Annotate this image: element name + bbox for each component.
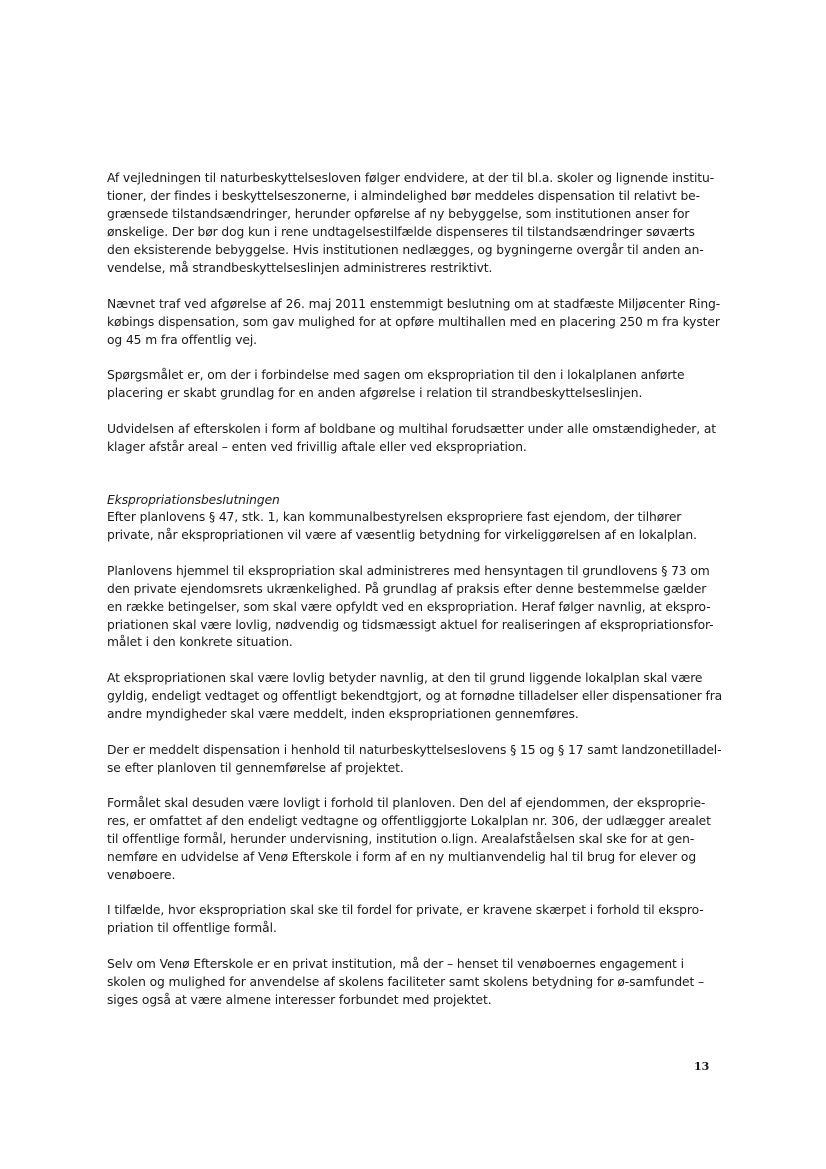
- paragraph-6-line: en række betingelser, som skal være opfyldt ved en ekspropriation. Heraf følger navnlig, at ekspro-: [107, 600, 711, 614]
- paragraph-7-line: At ekspropriationen skal være lovlig betyder navnlig, at den til grund liggende lokalplan skal være: [107, 671, 703, 685]
- paragraph-5-line: private, når ekspropriationen vil være af væsentlig betydning for virkeliggørelsen af en lokalplan.: [107, 528, 697, 542]
- paragraph-6-line: Planlovens hjemmel til ekspropriation skal administreres med hensyntagen til grundlovens § 73 om: [107, 564, 710, 578]
- paragraph-10-line: priation til offentlige formål.: [107, 921, 277, 935]
- paragraph-6-line: priationen skal være lovlig, nødvendig og tidsmæssigt aktuel for realiseringen af ekspropriationsfor-: [107, 618, 714, 632]
- paragraph-10-line: I tilfælde, hvor ekspropriation skal ske til fordel for private, er kravene skærpet i forhold til ekspro-: [107, 903, 704, 917]
- paragraph-11-line: Selv om Venø Efterskole er en privat institution, må der – henset til venøboernes engagement i: [107, 957, 684, 971]
- paragraph-2-line: Nævnet traf ved afgørelse af 26. maj 2011 enstemmigt beslutning om at stadfæste Miljøcenter Ring-: [107, 297, 721, 311]
- paragraph-9-line: venøboere.: [107, 868, 176, 882]
- paragraph-11-line: skolen og mulighed for anvendelse af skolens faciliteter samt skolens betydning for ø-samfundet –: [107, 975, 705, 989]
- paragraph-1-line: grænsede tilstandsændringer, herunder opførelse af ny bebyggelse, som institutionen anser for: [107, 207, 690, 221]
- paragraph-5-line: Efter planlovens § 47, stk. 1, kan kommunalbestyrelsen ekspropriere fast ejendom, der tilhører: [107, 510, 682, 524]
- paragraph-9-line: Formålet skal desuden være lovligt i forhold til planloven. Den del af ejendommen, der eksproprie-: [107, 796, 706, 810]
- paragraph-9-line: res, er omfattet af den endeligt vedtagne og offentliggjorte Lokalplan nr. 306, der udlægger arealet: [107, 814, 711, 828]
- paragraph-7-line: gyldig, endeligt vedtaget og offentligt bekendtgjort, og at fornødne tilladelser eller dispensationer fra: [107, 689, 723, 703]
- paragraph-6-line: målet i den konkrete situation.: [107, 635, 293, 649]
- paragraph-8-line: Der er meddelt dispensation i henhold til naturbeskyttelseslovens § 15 og § 17 samt landzonetilladel-: [107, 743, 722, 757]
- paragraph-1-line: ønskelige. Der bør dog kun i rene undtagelsestilfælde dispenseres til tilstandsændringer søværts: [107, 225, 695, 239]
- paragraph-1-line: den eksisterende bebyggelse. Hvis institutionen nedlægges, og bygningerne overgår til anden an-: [107, 243, 704, 257]
- paragraph-2-line: og 45 m fra offentlig vej.: [107, 333, 257, 347]
- page-number: 13: [694, 1060, 710, 1073]
- paragraph-11-line: siges også at være almene interesser forbundet med projektet.: [107, 993, 492, 1007]
- paragraph-1-line: Af vejledningen til naturbeskyttelsesloven følger endvidere, at der til bl.a. skoler og lignende institu-: [107, 171, 715, 185]
- paragraph-2-line: købings dispensation, som gav mulighed for at opføre multihallen med en placering 250 m fra kyster: [107, 315, 720, 329]
- paragraph-3-line: placering er skabt grundlag for en anden afgørelse i relation til strandbeskyttelseslinjen.: [107, 386, 643, 400]
- paragraph-9-line: til offentlige formål, herunder undervisning, institution o.lign. Arealafståelsen skal ske for at gen-: [107, 832, 695, 846]
- paragraph-3-line: Spørgsmålet er, om der i forbindelse med sagen om ekspropriation til den i lokalplanen anførte: [107, 368, 685, 382]
- paragraph-7-line: andre myndigheder skal være meddelt, inden ekspropriationen gennemføres.: [107, 707, 579, 721]
- paragraph-1-line: vendelse, må strandbeskyttelseslinjen administreres restriktivt.: [107, 261, 493, 275]
- paragraph-8-line: se efter planloven til gennemførelse af projektet.: [107, 761, 404, 775]
- paragraph-1-line: tioner, der findes i beskyttelseszonerne, i almindelighed bør meddeles dispensation til relativt be-: [107, 189, 700, 203]
- paragraph-9-line: nemføre en udvidelse af Venø Efterskole i form af en ny multianvendelig hal til brug for elever og: [107, 850, 697, 864]
- paragraph-4-line: klager afstår areal – enten ved frivillig aftale eller ved ekspropriation.: [107, 440, 527, 454]
- paragraph-4-line: Udvidelsen af efterskolen i form af boldbane og multihal forudsætter under alle omstændigheder, at: [107, 422, 717, 436]
- paragraph-6-line: den private ejendomsrets ukrænkelighed. På grundlag af praksis efter denne bestemmelse gælder: [107, 582, 707, 596]
- section-heading: Ekspropriationsbeslutningen: [107, 493, 280, 507]
